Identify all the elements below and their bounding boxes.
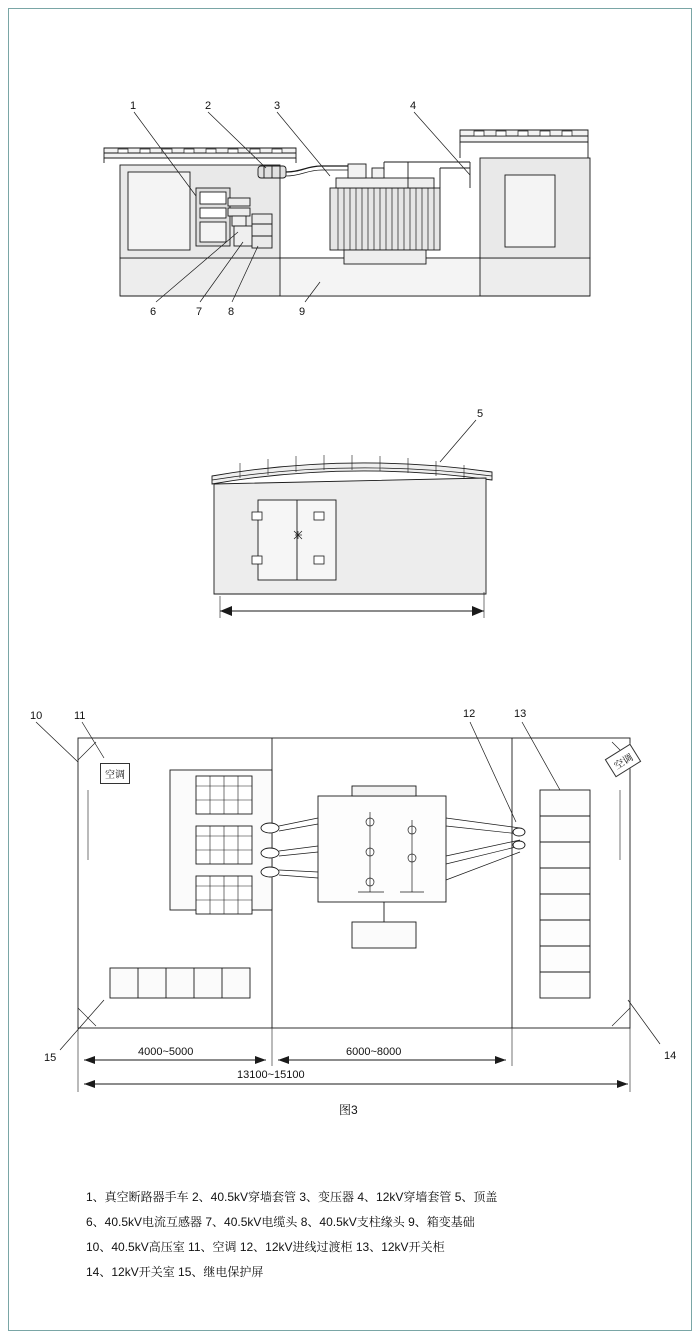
legend-line-2: 6、40.5kV电流互感器 7、40.5kV电缆头 8、40.5kV支柱缘头 9、箱变基础 <box>86 1215 475 1229</box>
legend-line-1: 1、真空断路器手车 2、40.5kV穿墙套管 3、变压器 4、12kV穿墙套管 5、顶盖 <box>86 1190 498 1204</box>
callout-11: 11 <box>74 710 86 722</box>
legend-line-3: 10、40.5kV高压室 11、空调 12、12kV进线过渡柜 13、12kV开关柜 <box>86 1240 445 1254</box>
callout-2: 2 <box>205 100 212 112</box>
callout-13: 13 <box>514 708 527 720</box>
callout-12: 12 <box>463 708 476 720</box>
callout-9: 9 <box>299 306 306 318</box>
callout-6: 6 <box>150 306 157 318</box>
callout-7: 7 <box>196 306 203 318</box>
air-conditioner-label-left: 空调 <box>100 763 130 784</box>
callout-5: 5 <box>477 408 484 420</box>
callout-4: 4 <box>410 100 417 112</box>
callout-8: 8 <box>228 306 235 318</box>
dimension-overall: 13100~15100 <box>237 1069 305 1081</box>
callout-14: 14 <box>664 1050 677 1062</box>
callout-3: 3 <box>274 100 281 112</box>
callout-15: 15 <box>44 1052 57 1064</box>
legend-line-4: 14、12kV开关室 15、继电保护屏 <box>86 1265 264 1279</box>
air-conditioner-label-right: 空调 <box>605 744 642 778</box>
legend-list <box>86 1185 646 1285</box>
figure-caption: 图3 <box>339 1103 358 1117</box>
dimension-left-bay: 4000~5000 <box>138 1046 194 1058</box>
dimension-right-bay: 6000~8000 <box>346 1046 402 1058</box>
callout-1: 1 <box>130 100 137 112</box>
callout-10: 10 <box>30 710 43 722</box>
